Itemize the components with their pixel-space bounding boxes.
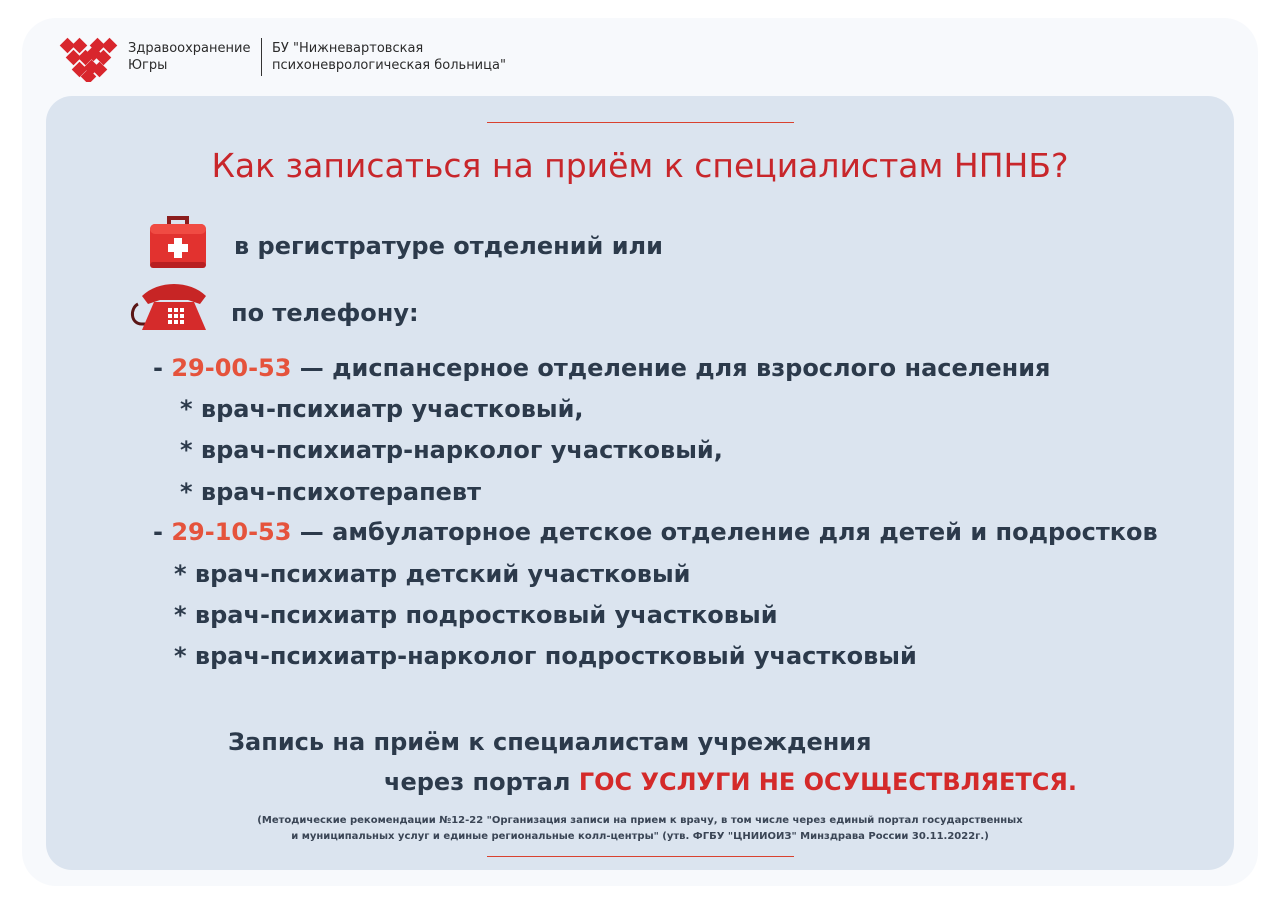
specialist-item: * врач-психиатр детский участковый [174, 560, 691, 588]
specialist-item: * врач-психиатр подростковый участковый [174, 601, 778, 629]
top-rule [487, 122, 794, 123]
department-adult-description: — диспансерное отделение для взрослого населения [291, 354, 1051, 382]
notice-warning: ГОС УСЛУГИ НЕ ОСУЩЕСТВЛЯЕТСЯ. [578, 768, 1077, 796]
header-divider [261, 38, 262, 76]
department-children-description: — амбулаторное детское отделение для детей и подростков [291, 518, 1158, 546]
notice-prefix: через портал [384, 768, 579, 796]
footnote-line-1: (Методические рекомендации №12-22 "Организация записи на прием к врачу, в том числе через единый портал государственных [257, 815, 1023, 826]
department-adult [153, 354, 1050, 382]
organization-name: БУ "Нижневартовская психоневрологическая больница" [272, 41, 506, 73]
department-children [153, 518, 1158, 546]
brand-name: Здравоохранение Югры [128, 41, 251, 73]
heart-logo-icon [58, 36, 120, 82]
medical-case-icon [148, 214, 208, 272]
rotary-phone-icon [128, 280, 212, 334]
footnote-line-2: и муниципальных услуг и единые региональные колл-центры" (утв. ФГБУ "ЦНИИОИЗ" Минздрава России 30.11.2022г.) [291, 831, 989, 842]
specialist-item: * врач-психиатр-нарколог участковый, [180, 436, 723, 464]
specialist-item: * врач-психотерапевт [180, 478, 482, 506]
list-dash: - [153, 518, 172, 546]
registry-option: в регистратуре отделений или [234, 232, 663, 260]
specialist-item: * врач-психиатр участковый, [180, 395, 584, 423]
bottom-rule [487, 856, 794, 857]
specialist-item: * врач-психиатр-нарколог подростковый участковый [174, 642, 917, 670]
phone-number-children: 29-10-53 [171, 518, 292, 546]
phone-number-adult: 29-00-53 [171, 354, 292, 382]
notice-line-1: Запись на приём к специалистам учреждения [228, 728, 872, 756]
phone-option: по телефону: [231, 299, 419, 327]
page-title: Как записаться на приём к специалистам НПНБ? [211, 146, 1069, 185]
notice-line-2 [384, 768, 1077, 796]
list-dash: - [153, 354, 172, 382]
